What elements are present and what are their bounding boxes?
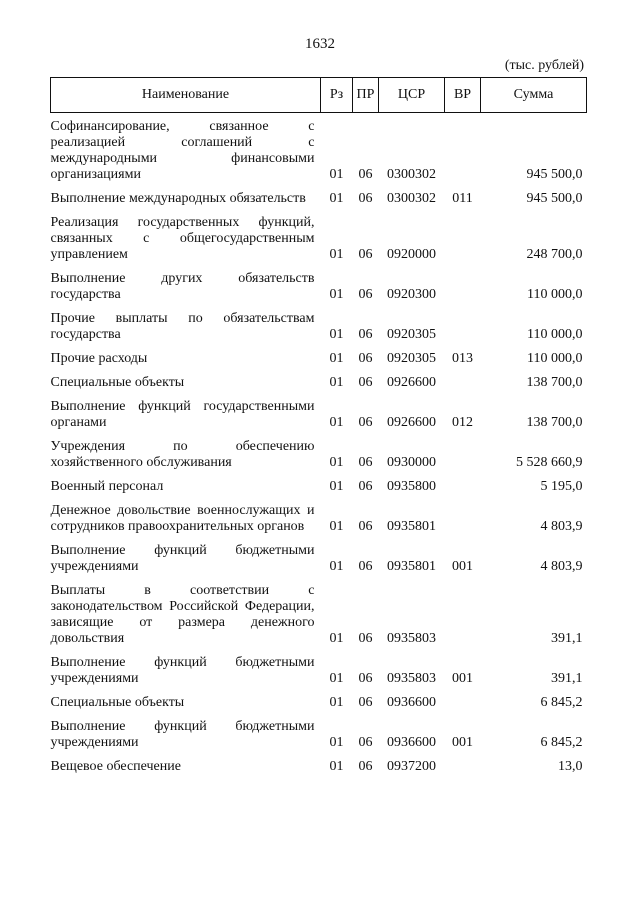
cell-csr: 0936600 [387, 695, 436, 710]
table-row [51, 575, 587, 647]
cell-sum: 110 000,0 [527, 287, 583, 302]
cell-name: Специальные объекты [50, 695, 185, 710]
cell-rz: 01 [329, 559, 344, 574]
cell-pr: 06 [358, 375, 373, 390]
table-row [51, 303, 587, 343]
units-note: (тыс. рублей) [504, 58, 584, 73]
cell-vr [445, 263, 481, 303]
table-row [51, 687, 587, 711]
cell-csr: 0935801 [387, 559, 436, 574]
cell-sum: 6 845,2 [540, 695, 583, 710]
cell-csr: 0926600 [387, 375, 436, 390]
cell-csr: 0300302 [387, 191, 436, 206]
cell-vr: 011 [452, 191, 473, 206]
budget-table [50, 77, 587, 775]
cell-pr: 06 [358, 735, 373, 750]
cell-rz: 01 [329, 415, 344, 430]
cell-rz: 01 [329, 327, 344, 342]
cell-sum: 945 500,0 [526, 191, 583, 206]
cell-pr: 06 [358, 191, 373, 206]
table-row [51, 367, 587, 391]
cell-name: Выполнение функций государственными органами [50, 399, 315, 430]
cell-vr [445, 113, 481, 184]
table-row [51, 535, 587, 575]
cell-sum: 138 700,0 [526, 375, 583, 390]
cell-sum: 6 845,2 [540, 735, 583, 750]
cell-vr: 001 [452, 735, 473, 750]
cell-pr: 06 [358, 327, 373, 342]
cell-rz: 01 [329, 191, 344, 206]
cell-rz: 01 [329, 695, 344, 710]
cell-pr: 06 [358, 351, 373, 366]
cell-csr: 0937200 [387, 759, 436, 774]
header-sum: Сумма [481, 78, 587, 113]
cell-vr [445, 495, 481, 535]
cell-rz: 01 [329, 759, 344, 774]
cell-name: Выполнение функций бюджетными учреждениями [50, 543, 315, 574]
cell-vr: 012 [452, 415, 473, 430]
cell-csr: 0920300 [387, 287, 436, 302]
table-row [51, 751, 587, 775]
table-row [51, 431, 587, 471]
cell-pr: 06 [358, 695, 373, 710]
cell-csr: 0920000 [387, 247, 436, 262]
header-pr: ПР [353, 78, 379, 113]
cell-rz: 01 [329, 735, 344, 750]
cell-rz: 01 [329, 247, 344, 262]
table-row [51, 495, 587, 535]
header-csr: ЦСР [379, 78, 445, 113]
cell-vr [445, 431, 481, 471]
cell-sum: 945 500,0 [526, 167, 583, 182]
cell-name: Выполнение функций бюджетными учреждениями [50, 655, 315, 686]
cell-sum: 4 803,9 [540, 519, 583, 534]
cell-name: Выполнение других обязательств государства [50, 271, 315, 302]
cell-csr: 0930000 [387, 455, 436, 470]
cell-sum: 391,1 [551, 671, 583, 686]
cell-vr [445, 207, 481, 263]
cell-rz: 01 [329, 519, 344, 534]
cell-name: Выплаты в соответствии с законодательством Российской Федерации, зависящие от размера денежного довольствия [50, 583, 315, 646]
cell-name: Софинансирование, связанное с реализацией соглашений с международными финансовыми организациями [50, 119, 315, 182]
cell-rz: 01 [329, 287, 344, 302]
cell-vr [445, 751, 481, 775]
cell-name: Денежное довольствие военнослужащих и сотрудников правоохранительных органов [50, 503, 315, 534]
cell-name: Прочие выплаты по обязательствам государства [50, 311, 315, 342]
cell-name: Учреждения по обеспечению хозяйственного обслуживания [50, 439, 315, 470]
page-number: 1632 [305, 36, 335, 52]
cell-rz: 01 [329, 631, 344, 646]
cell-name: Выполнение функций бюджетными учреждениями [50, 719, 315, 750]
cell-csr: 0935803 [387, 671, 436, 686]
cell-name: Военный персонал [50, 479, 164, 494]
table-row [51, 391, 587, 431]
cell-vr: 001 [452, 559, 473, 574]
cell-pr: 06 [358, 759, 373, 774]
table-row [51, 113, 587, 184]
table-body [51, 113, 587, 776]
cell-csr: 0926600 [387, 415, 436, 430]
header-rz: Рз [321, 78, 353, 113]
cell-csr: 0920305 [387, 327, 436, 342]
cell-sum: 138 700,0 [526, 415, 583, 430]
table-row [51, 711, 587, 751]
cell-csr: 0935801 [387, 519, 436, 534]
cell-sum: 13,0 [558, 759, 583, 774]
cell-pr: 06 [358, 287, 373, 302]
cell-name: Вещевое обеспечение [50, 759, 181, 774]
table-row [51, 263, 587, 303]
cell-vr [445, 575, 481, 647]
cell-sum: 110 000,0 [527, 351, 583, 366]
cell-sum: 5 528 660,9 [516, 455, 583, 470]
cell-rz: 01 [329, 479, 344, 494]
table-row [51, 207, 587, 263]
cell-rz: 01 [329, 455, 344, 470]
header-name: Наименование [51, 78, 321, 113]
cell-pr: 06 [358, 519, 373, 534]
cell-rz: 01 [329, 671, 344, 686]
table-row [51, 647, 587, 687]
cell-sum: 110 000,0 [527, 327, 583, 342]
table-row [51, 343, 587, 367]
cell-csr: 0935803 [387, 631, 436, 646]
cell-pr: 06 [358, 415, 373, 430]
cell-vr [445, 471, 481, 495]
cell-pr: 06 [358, 455, 373, 470]
cell-name: Прочие расходы [50, 351, 148, 366]
header-vr: ВР [445, 78, 481, 113]
cell-pr: 06 [358, 479, 373, 494]
cell-sum: 391,1 [551, 631, 583, 646]
cell-name: Специальные объекты [50, 375, 185, 390]
cell-sum: 248 700,0 [526, 247, 583, 262]
cell-pr: 06 [358, 671, 373, 686]
cell-vr [445, 687, 481, 711]
cell-pr: 06 [358, 247, 373, 262]
cell-vr: 013 [452, 351, 473, 366]
cell-name: Реализация государственных функций, связанных с общегосударственным управлением [50, 215, 315, 262]
table-row [51, 183, 587, 207]
cell-csr: 0936600 [387, 735, 436, 750]
cell-vr [445, 303, 481, 343]
cell-csr: 0300302 [387, 167, 436, 182]
cell-pr: 06 [358, 167, 373, 182]
cell-pr: 06 [358, 631, 373, 646]
cell-sum: 5 195,0 [540, 479, 583, 494]
cell-name: Выполнение международных обязательств [50, 191, 306, 206]
cell-csr: 0920305 [387, 351, 436, 366]
cell-rz: 01 [329, 375, 344, 390]
cell-rz: 01 [329, 167, 344, 182]
table-row [51, 471, 587, 495]
table-header [51, 78, 587, 113]
cell-vr [445, 367, 481, 391]
cell-pr: 06 [358, 559, 373, 574]
cell-sum: 4 803,9 [540, 559, 583, 574]
cell-rz: 01 [329, 351, 344, 366]
cell-csr: 0935800 [387, 479, 436, 494]
cell-vr: 001 [452, 671, 473, 686]
